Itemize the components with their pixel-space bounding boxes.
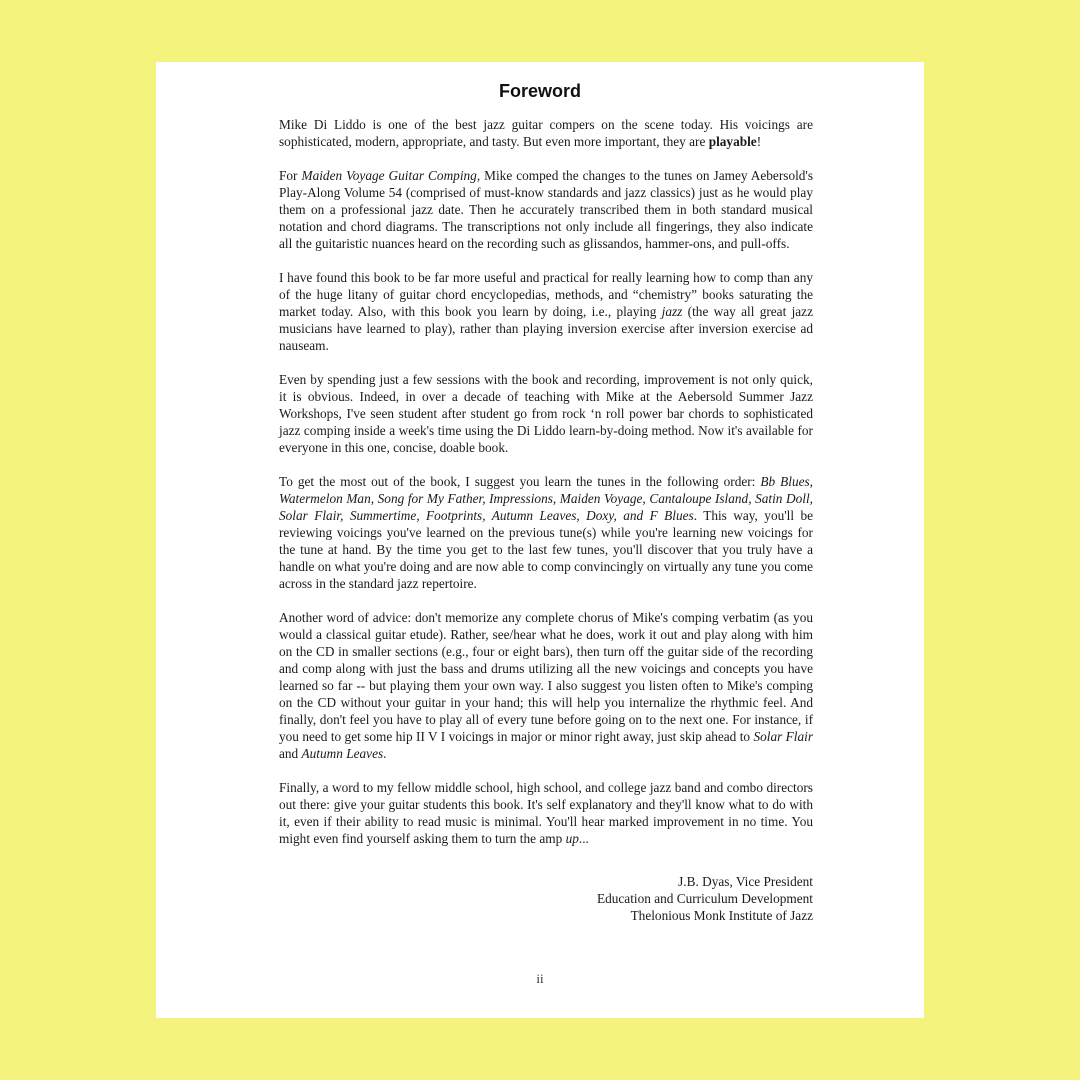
book-page — [156, 62, 924, 1018]
page-number: ii — [536, 971, 544, 986]
paragraph-6: Another word of advice: don't memorize any complete chorus of Mike's comping verbatim (as you would a classical guitar etude). Rather, see/hear what he does, work it out and play along with him on the CD in smaller sections (e.g., four or eight bars), then turn off the guitar side of the recording and comp along with just the bass and drums utilizing all the new voicings and concepts you have learned so far -- but playing them your own way. I also suggest you listen often to Mike's comping on the CD without your guitar in your hand; this will help you internalize the rhythmic feel. And finally, don't feel you have to play all of every tune before going on to the next one. For instance, if you need to get some hip II V I voicings in major or minor right away, just skip ahead to Solar Flair and Autumn Leaves. — [279, 610, 813, 761]
signature-department: Education and Curriculum Development — [596, 891, 813, 906]
signature-block — [597, 873, 813, 924]
paragraph-3: I have found this book to be far more useful and practical for really learning how to comp than any of the huge litany of guitar chord encyclopedias, methods, and “chemistry” books saturating the market today. Also, with this book you learn by doing, i.e., playing jazz (the way all great jazz musicians have learned to play), rather than playing inversion exercise after inversion exercise ad nauseam. — [279, 270, 813, 353]
emphasis-bold: playable — [708, 134, 757, 149]
paragraph-5: To get the most out of the book, I suggest you learn the tunes in the following order: Bb Blues, Watermelon Man, Song for My Father, Impressions, Maiden Voyage, Cantaloupe Island, Satin Doll, Solar Flair, Summertime, Footprints, Autumn Leaves, Doxy, and F Blues. This way, you'll be reviewing voicings you've learned on the previous tune(s) while you're learning new voicings for the tune at hand. By the time you get to the last few tunes, you'll discover that you truly have a handle on what you're doing and are now able to comp convincingly on virtually any tune you come across in the standard jazz repertoire. — [279, 474, 813, 591]
signature-organization: Thelonious Monk Institute of Jazz — [630, 908, 813, 923]
paragraph-7: Finally, a word to my fellow middle school, high school, and college jazz band and combo directors out there: give your guitar students this book. It's self explanatory and they'll know what to do with it, even if their ability to read music is minimal. You'll hear marked improvement in no time. You might even find yourself asking them to turn the amp up... — [279, 780, 813, 846]
tune-list-italic: Bb Blues, Watermelon Man, Song for My Father, Impressions, Maiden Voyage, Cantaloupe Island, Satin Doll, Solar Flair, Summertime, Footprints, Autumn Leaves, Doxy, and F Blues — [279, 474, 813, 523]
signature-name: J.B. Dyas, Vice President — [678, 874, 813, 889]
paragraph-4: Even by spending just a few sessions with the book and recording, improvement is not only quick, it is obvious. Indeed, in over a decade of teaching with Mike at the Aebersold Summer Jazz Workshops, I've seen student after student go from rock ‘n roll power bar chords to sophisticated jazz comping inside a week's time using the Di Liddo learn-by-doing method. Now it's available for everyone in this one, concise, doable book. — [279, 372, 813, 455]
book-title-italic: Maiden Voyage Guitar Comping — [301, 168, 477, 183]
paragraph-2: For Maiden Voyage Guitar Comping, Mike comped the changes to the tunes on Jamey Aebersold's Play-Along Volume 54 (comprised of must-know standards and jazz classics) just as he would play them on a professional jazz date. Then he accurately transcribed them in both standard musical notation and chord diagrams. The transcriptions not only include all fingerings, they also indicate all the guitaristic nuances heard on the recording such as glissandos, hammer-ons, and pull-offs. — [279, 168, 814, 251]
page-title: Foreword — [498, 81, 581, 101]
foreword-body — [279, 116, 813, 864]
paragraph-1: Mike Di Liddo is one of the best jazz guitar compers on the scene today. His voicings are sophisticated, modern, appropriate, and tasty. But even more important, they are playable! — [279, 117, 813, 149]
